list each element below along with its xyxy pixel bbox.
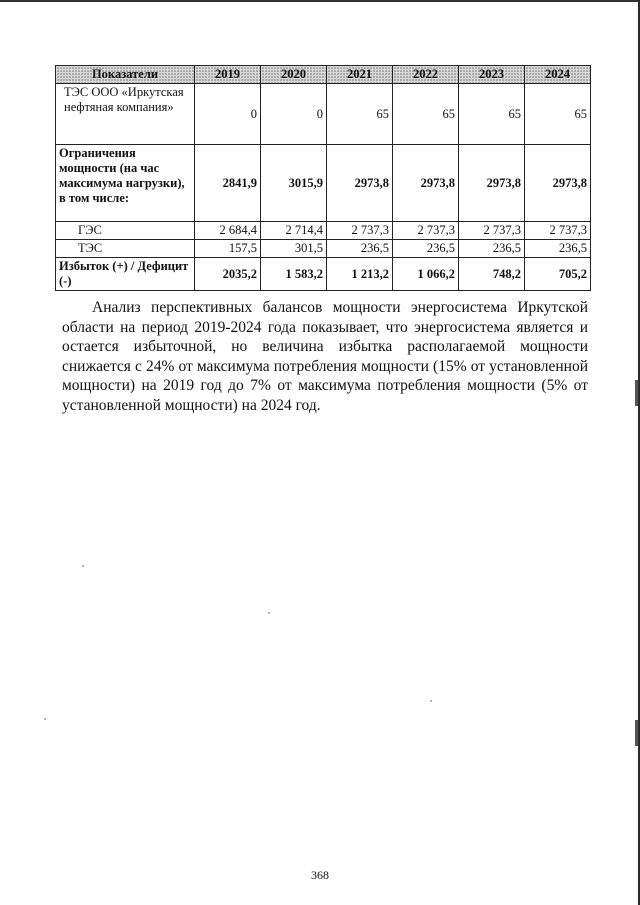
cell-value: 3015,9 <box>261 145 327 222</box>
cell-value: 2 737,3 <box>525 222 591 240</box>
cell-value: 1 583,2 <box>261 258 327 291</box>
cell-value: 236,5 <box>393 240 459 258</box>
table-row <box>56 145 591 222</box>
header-year: 2022 <box>393 66 459 84</box>
header-year: 2021 <box>327 66 393 84</box>
cell-value: 301,5 <box>261 240 327 258</box>
cell-value: 2973,8 <box>393 145 459 222</box>
row-label: Ограничения мощности (на час максимума нагрузки), в том числе: <box>56 145 195 222</box>
cell-value: 748,2 <box>459 258 525 291</box>
table-row <box>56 84 591 145</box>
analysis-paragraph: Анализ перспективных балансов мощности энергосистема Иркутской области на период 2019-2024 года показывает, что энергосистема является и остается избыточной, но величина избытка располагаемой мощности снижается с 24% от максимума потребления мощности (15% от установленной мощности) на 2019 год до 7% от максимума потребления мощности (5% от установленной мощности) на 2024 год. <box>62 299 588 414</box>
scan-speck <box>268 612 270 614</box>
header-year: 2023 <box>459 66 525 84</box>
cell-value: 705,2 <box>525 258 591 291</box>
scan-edge-top <box>0 0 640 2</box>
header-year: 2020 <box>261 66 327 84</box>
cell-value: 2035,2 <box>195 258 261 291</box>
cell-value: 2841,9 <box>195 145 261 222</box>
cell-value: 157,5 <box>195 240 261 258</box>
cell-value: 0 <box>261 84 327 145</box>
cell-value: 65 <box>327 84 393 145</box>
power-balance-table <box>55 65 591 291</box>
cell-value: 1 213,2 <box>327 258 393 291</box>
cell-value: 65 <box>459 84 525 145</box>
row-label: ТЭС <box>56 240 195 258</box>
table-header-row <box>56 66 591 84</box>
row-label: Избыток (+) / Дефицит (-) <box>56 258 195 291</box>
cell-value: 65 <box>525 84 591 145</box>
cell-value: 2 737,3 <box>393 222 459 240</box>
cell-value: 2 737,3 <box>459 222 525 240</box>
scan-mark <box>635 720 638 746</box>
scan-speck <box>82 565 84 567</box>
cell-value: 0 <box>195 84 261 145</box>
cell-value: 236,5 <box>525 240 591 258</box>
scan-mark <box>635 380 638 406</box>
cell-value: 2 737,3 <box>327 222 393 240</box>
cell-value: 2973,8 <box>459 145 525 222</box>
scan-speck <box>430 700 432 702</box>
header-year: 2019 <box>195 66 261 84</box>
row-label: ГЭС <box>56 222 195 240</box>
row-label: ТЭС ООО «Иркутская нефтяная компания» <box>56 84 195 145</box>
cell-value: 2 714,4 <box>261 222 327 240</box>
table-row <box>56 258 591 291</box>
cell-value: 236,5 <box>459 240 525 258</box>
cell-value: 65 <box>393 84 459 145</box>
scan-speck <box>44 718 46 720</box>
cell-value: 1 066,2 <box>393 258 459 291</box>
cell-value: 2 684,4 <box>195 222 261 240</box>
cell-value: 2973,8 <box>525 145 591 222</box>
table-row <box>56 222 591 240</box>
cell-value: 236,5 <box>327 240 393 258</box>
header-year: 2024 <box>525 66 591 84</box>
cell-value: 2973,8 <box>327 145 393 222</box>
table-row <box>56 240 591 258</box>
header-indicators: Показатели <box>56 66 195 84</box>
page-number: 368 <box>311 868 329 882</box>
